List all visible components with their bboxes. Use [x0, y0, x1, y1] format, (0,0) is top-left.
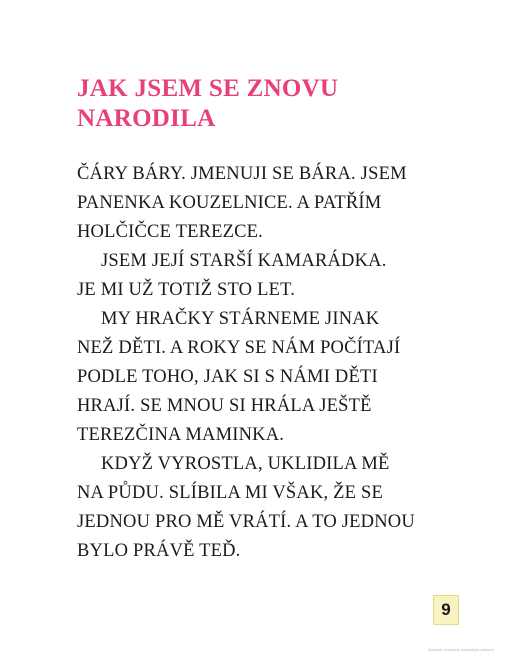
body-line: JSEM JEJÍ STARŠÍ KAMARÁDKA.: [101, 251, 387, 271]
body-line: PANENKA KOUZELNICE. A PATŘÍM: [77, 193, 382, 213]
chapter-title-line-2: NARODILA: [77, 105, 216, 132]
body-line: HOLČIČCE TEREZCE.: [77, 222, 263, 242]
body-line: MY HRAČKY STÁRNEME JINAK: [101, 309, 380, 329]
body-line: NEŽ DĚTI. A ROKY SE NÁM POČÍTAJÍ: [77, 338, 401, 358]
body-text: [77, 160, 497, 566]
copyright-watermark: Materiál chráněný autorským právem: [428, 647, 494, 652]
body-line: KDYŽ VYROSTLA, UKLIDILA MĚ: [101, 454, 390, 474]
page-number: 9: [433, 595, 459, 625]
body-line: NA PŮDU. SLÍBILA MI VŠAK, ŽE SE: [77, 483, 383, 503]
chapter-title: [77, 74, 477, 134]
body-line: TEREZČINA MAMINKA.: [77, 425, 285, 445]
body-line: HRAJÍ. SE MNOU SI HRÁLA JEŠTĚ: [77, 396, 372, 416]
body-line: PODLE TOHO, JAK SI S NÁMI DĚTI: [77, 367, 378, 387]
body-line: ČÁRY BÁRY. JMENUJI SE BÁRA. JSEM: [77, 164, 407, 184]
body-line: JE MI UŽ TOTIŽ STO LET.: [77, 280, 296, 300]
body-line: BYLO PRÁVĚ TEĎ.: [77, 541, 241, 561]
chapter-title-line-1: JAK JSEM SE ZNOVU: [77, 75, 339, 102]
body-line: JEDNOU PRO MĚ VRÁTÍ. A TO JEDNOU: [77, 512, 415, 532]
